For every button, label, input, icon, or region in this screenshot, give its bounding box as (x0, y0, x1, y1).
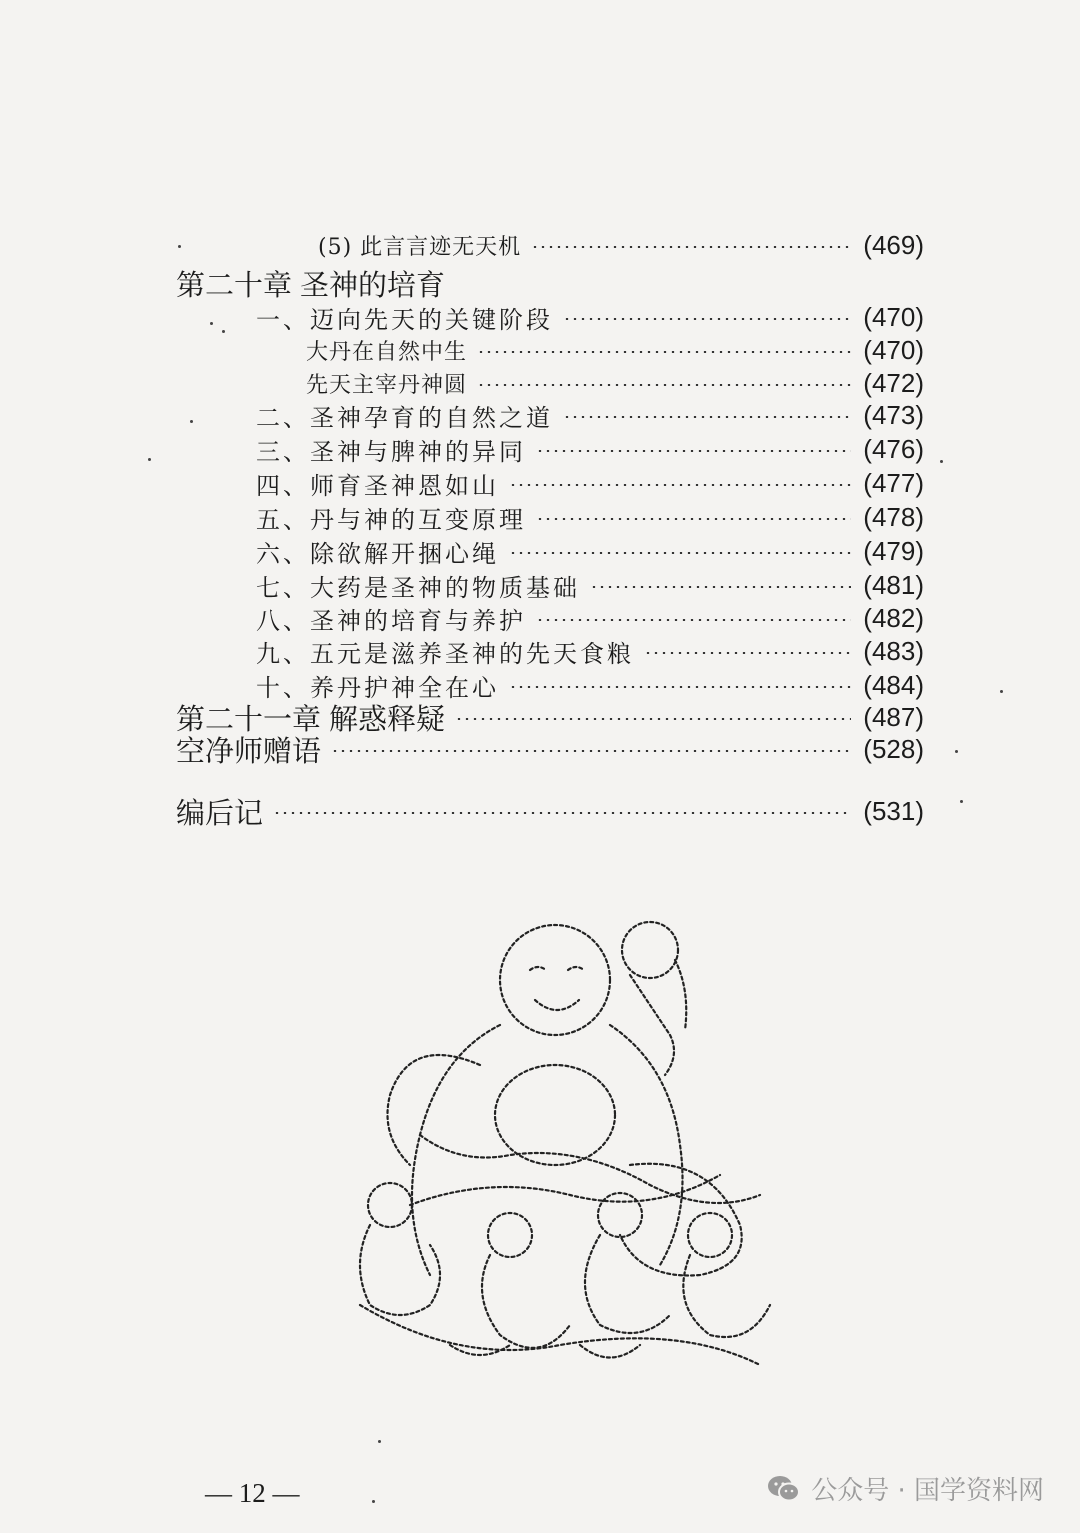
toc-entry-page: (470) (863, 334, 924, 365)
toc-entry (256, 300, 924, 334)
dot-leader (273, 812, 851, 814)
toc-entry-page: (476) (863, 433, 924, 464)
laughing-buddha-illustration (330, 905, 790, 1395)
dot-leader (531, 246, 851, 248)
toc-entry (306, 366, 924, 400)
toc-entry-page: (481) (863, 569, 924, 600)
toc-entry-title: 三、圣神与脾神的异同 (256, 437, 526, 466)
dot-leader (536, 450, 851, 452)
toc-entry (256, 568, 924, 602)
toc-entry-title: 六、除欲解开捆心绳 (256, 539, 499, 568)
dot-leader (509, 552, 851, 554)
toc-entry-title: 先天主宰丹神圆 (306, 372, 468, 398)
toc-entry-page: (472) (863, 367, 924, 398)
toc-entry-page: (487) (863, 701, 924, 732)
toc-entry-page: (469) (863, 229, 924, 260)
toc-entry-page: (528) (863, 733, 924, 764)
toc-entry-page: (473) (863, 399, 924, 430)
toc-entry-title: 编后记 (176, 797, 264, 830)
dot-leader (536, 518, 851, 520)
toc-entry-page: (470) (863, 301, 924, 332)
toc-entry-title: 第二十一章 解惑释疑 (176, 703, 446, 736)
toc-entry-title: 四、师育圣神恩如山 (256, 471, 499, 500)
dot-leader (509, 484, 851, 486)
dot-leader (563, 416, 851, 418)
toc-entry (176, 732, 924, 766)
toc-entry-title: 八、圣神的培育与养护 (256, 606, 526, 635)
dot-leader (509, 686, 851, 688)
toc-entry (256, 634, 924, 668)
dot-leader (644, 652, 851, 654)
toc-entry (306, 333, 924, 367)
toc-entry-page: (477) (863, 467, 924, 498)
toc-entry (256, 601, 924, 635)
dot-leader (590, 586, 851, 588)
toc-entry-page: (483) (863, 635, 924, 666)
dot-leader (331, 750, 851, 752)
toc-entry-title: 一、迈向先天的关键阶段 (256, 305, 553, 334)
toc-entry (176, 266, 924, 300)
toc-entry-title: 空净师赠语 (176, 735, 322, 768)
dot-leader (536, 619, 851, 621)
toc-entry-title: 二、圣神孕育的自然之道 (256, 403, 553, 432)
toc-entry-title: 七、大药是圣神的物质基础 (256, 573, 580, 602)
toc-entry (318, 228, 924, 262)
toc-entry (256, 500, 924, 534)
toc-entry-title: 第二十章 圣神的培育 (176, 269, 446, 302)
dot-leader (477, 384, 851, 386)
dot-leader (455, 718, 851, 720)
toc-entry-page: (478) (863, 501, 924, 532)
toc-entry-page: (484) (863, 669, 924, 700)
toc-entry-page: (482) (863, 602, 924, 633)
dot-leader (563, 318, 851, 320)
watermark (767, 1470, 1044, 1507)
toc-entry-title: 十、养丹护神全在心 (256, 673, 499, 702)
toc-entry-title: 大丹在自然中生 (306, 339, 468, 365)
toc-entry-title: 九、五元是滋养圣神的先天食粮 (256, 639, 634, 668)
toc-entry (256, 534, 924, 568)
wechat-icon (767, 1474, 801, 1504)
toc-entry (256, 466, 924, 500)
toc-entry-page: (531) (863, 795, 924, 826)
toc-entry-title: 五、丹与神的互变原理 (256, 505, 526, 534)
toc-entry (256, 398, 924, 432)
page-number: — 12 — (205, 1478, 300, 1508)
toc-entry (256, 432, 924, 466)
toc-entry (176, 794, 924, 828)
dot-leader (477, 351, 851, 353)
toc-entry-title: (5) 此言言迹无天机 (318, 234, 522, 260)
toc-entry-page: (479) (863, 535, 924, 566)
watermark-text: 公众号 · 国学资料网 (811, 1476, 1044, 1506)
